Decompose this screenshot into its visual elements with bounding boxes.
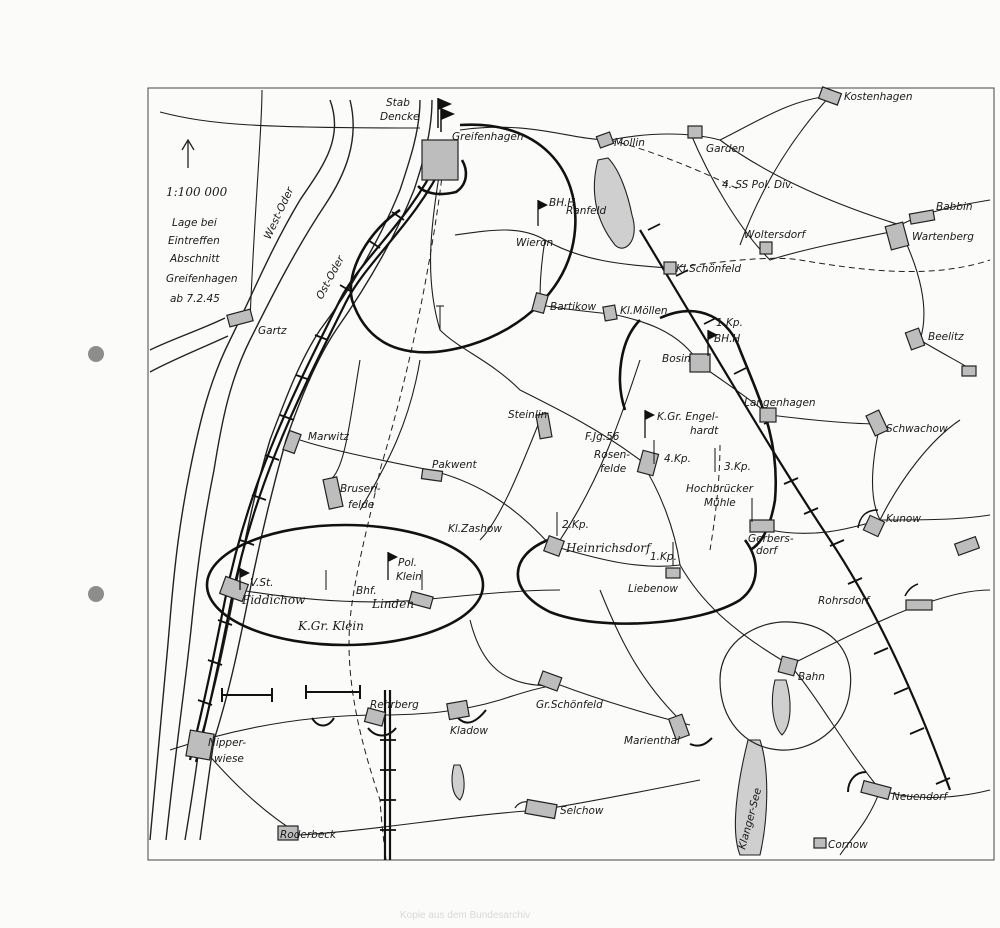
place-label: wiese (214, 753, 244, 765)
kp1-north-label: 1.Kp. (716, 317, 743, 329)
place-label: Liebenow (628, 583, 679, 595)
place-label: Bartikow (550, 301, 597, 313)
note-line-2: Eintreffen (168, 235, 220, 247)
place-label: Heinrichsdorf (566, 541, 651, 555)
north-arrow-icon (182, 140, 194, 168)
place-label: Schwachow (886, 423, 948, 435)
place-label: Ranfeld (566, 205, 607, 217)
place-label: felde (600, 463, 627, 475)
kp3-label: 3.Kp. (724, 461, 751, 473)
place-label: Marwitz (308, 431, 349, 443)
pol-klein-label-2: Klein (396, 571, 422, 583)
kgr-klein-label: K.Gr. Klein (298, 619, 364, 633)
place-label: Brusen- (340, 483, 381, 495)
place-label: Roderbeck (280, 829, 337, 841)
place-label: Kl.Zashow (448, 523, 502, 535)
place-label: Pakwent (432, 459, 477, 471)
place-label: Linden (372, 597, 415, 611)
place-label: Kunow (886, 513, 921, 525)
place-label: Rohrsdorf (818, 595, 870, 607)
place-label: Neuendorf (892, 791, 948, 803)
place-label: Marienthal (624, 735, 680, 747)
lake-label: Klanger-See (736, 786, 765, 851)
place-label: Hochbrücker (686, 483, 754, 495)
place-label: Babbin (936, 201, 973, 213)
place-label: Rosen- (594, 449, 631, 461)
place-markers (186, 87, 979, 848)
place-label: Garden (706, 143, 745, 155)
place-label: Kladow (450, 725, 488, 737)
place-label: Bosin (662, 353, 691, 365)
place-label: Wartenberg (912, 231, 974, 243)
place-label: Kl.Möllen (620, 305, 668, 317)
railway-main (190, 160, 444, 762)
place-label: Woltersdorf (744, 229, 806, 241)
fjg56-label: F.Jg.56 (585, 431, 620, 443)
kgr-engelhardt-label-1: K.Gr. Engel- (657, 411, 719, 423)
kp2-label: 2.Kp. (562, 519, 589, 531)
place-label: Bahn (798, 671, 825, 683)
note-line-4: Greifenhagen (166, 273, 238, 285)
note-line-5: ab 7.2.45 (170, 293, 220, 305)
railway-east (640, 224, 950, 790)
division-label: 4. SS Pol. Div. (722, 179, 794, 191)
place-label: Wieron (516, 237, 554, 249)
place-label: Greifenhagen (452, 131, 524, 143)
place-label: Mollin (614, 137, 645, 149)
archive-watermark: Kopie aus dem Bundesarchiv (400, 910, 531, 921)
unit-flags (240, 98, 752, 590)
note-line-1: Lage bei (172, 217, 217, 229)
kp1-south-label: 1.Kp. (650, 551, 677, 563)
kp4-label: 4.Kp. (664, 453, 691, 465)
place-label: Gerbers- (748, 533, 794, 545)
scale-label: 1:100 000 (166, 185, 228, 199)
stab-name-label: Dencke (380, 111, 420, 123)
bhh-north-label: BH.H (549, 197, 576, 209)
place-label: Rehrberg (370, 699, 419, 711)
place-label: Selchow (560, 805, 604, 817)
place-label: Gartz (258, 325, 287, 337)
place-label: Gr.Schönfeld (536, 699, 603, 711)
place-label: Cornow (828, 839, 868, 851)
bhh-bosin-label: BH.H (714, 333, 741, 345)
pol-klein-label-1: Pol. (398, 557, 418, 569)
note-line-3: Abschnitt (170, 253, 220, 265)
place-label: dorf (756, 545, 778, 557)
kgr-engelhardt-label-2: hardt (690, 425, 719, 437)
place-label: felde (348, 499, 375, 511)
place-label: Langenhagen (744, 397, 816, 409)
place-label: Kostenhagen (844, 91, 913, 103)
stab-label: Stab (386, 97, 410, 109)
place-label: Steinlin (508, 409, 548, 421)
vst-label: V.St. (250, 577, 274, 589)
place-label: Kl.Schönfeld (676, 263, 742, 275)
place-label: Beelitz (928, 331, 964, 343)
west-oder-label: West-Oder (261, 185, 297, 242)
place-label: Fiddichow (242, 593, 306, 607)
place-label: Nipper- (208, 737, 247, 749)
map-labels (166, 91, 974, 851)
ost-oder-label: Ost-Oder (314, 253, 347, 302)
bhf-label: Bhf. (356, 585, 377, 597)
place-label: Mühle (704, 497, 736, 509)
sector-boundaries (207, 125, 851, 808)
